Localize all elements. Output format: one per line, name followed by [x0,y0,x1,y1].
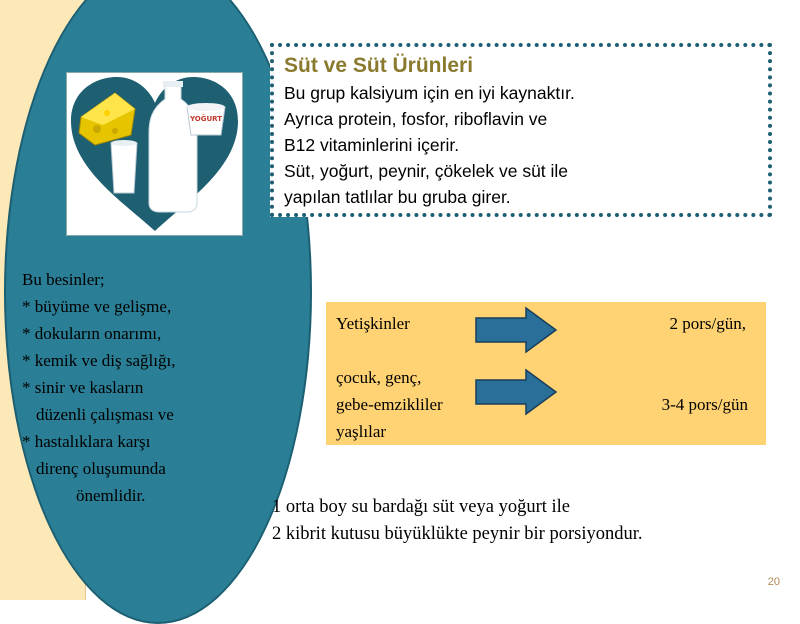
portion-definition [272,494,643,548]
benefit-item-continued: düzenli çalışması ve [36,405,174,424]
info-line: yapılan tatlılar bu gruba girer. [284,187,511,207]
heart-dairy-icon [67,73,242,235]
benefits-intro: Bu besinler; [22,270,105,289]
arrow-right-icon [474,368,558,416]
info-line: Süt, yoğurt, peynir, çökelek ve süt ile [284,161,569,181]
group-value: 3-4 pors/gün [661,395,748,414]
portion-definition-line: 1 orta boy su bardağı süt veya yoğurt ile [272,497,570,517]
benefits-list [22,266,262,509]
group-line: gebe-emzikliler [336,395,443,414]
info-line: B12 vitaminlerini içerir. [284,135,460,155]
arrow-right-icon [474,306,558,354]
info-box [270,43,772,217]
portion-box [326,302,766,445]
dairy-heart-illustration [66,72,243,236]
benefit-item: * dokuların onarımı, [22,324,162,343]
yogurt-label: YOĞURT [189,115,223,123]
portion-definition-line: 2 kibrit kutusu büyüklükte peynir bir porsiyondur. [272,524,643,544]
info-title: Süt ve Süt Ürünleri [284,54,474,77]
benefit-item: * kemik ve diş sağlığı, [22,351,176,370]
info-line: Ayrıca protein, fosfor, riboflavin ve [284,109,548,129]
group-line: yaşlılar [336,422,387,441]
group-line: çocuk, genç, [336,368,422,387]
benefit-item-continued: direnç oluşumunda [36,459,166,478]
page-number: 20 [767,576,780,588]
benefit-item: * hastalıklara karşı [22,432,151,451]
adults-label: Yetişkinler [336,314,410,333]
benefit-item: * sinir ve kasların [22,378,144,397]
benefit-item: * büyüme ve gelişme, [22,297,172,316]
adults-value: 2 pors/gün, [669,314,746,333]
info-line: Bu grup kalsiyum için en iyi kaynaktır. [284,83,575,103]
benefit-item-continued: önemlidir. [76,486,146,505]
